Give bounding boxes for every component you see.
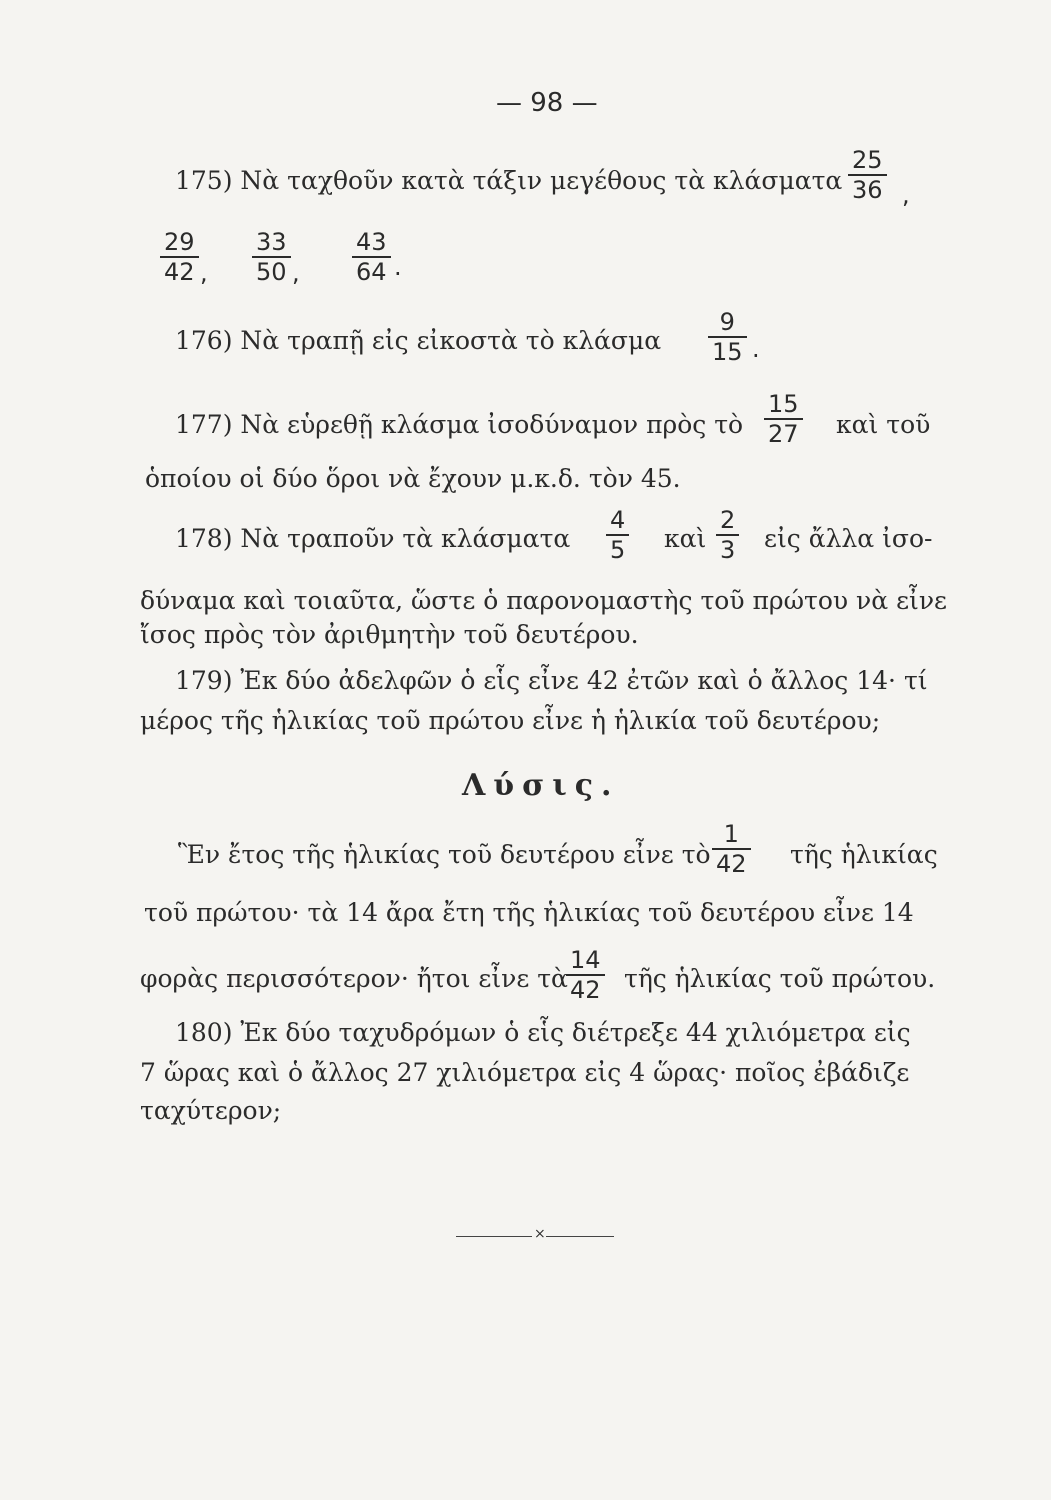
period: . — [752, 335, 760, 363]
solution-line2: τοῦ πρώτου· τὰ 14 ἄρα ἔτη τῆς ἡλικίας τοῦ δευτέρου εἶνε 14 — [144, 898, 914, 927]
problem-179-line2: μέρος τῆς ἡλικίας τοῦ πρώτου εἶνε ἡ ἡλικία τοῦ δευτέρου; — [140, 706, 881, 735]
problem-175-text: 175) Νὰ ταχθοῦν κατὰ τάξιν μεγέθους τὰ κλάσματα — [175, 166, 843, 195]
fraction-14-42: $\frac{14}{42}$ — [566, 946, 605, 1004]
solution-heading: Λύσις. — [462, 768, 620, 803]
solution-line1-cont: τῆς ἡλικίας — [790, 840, 938, 869]
fraction-2-3: $\frac{2}{3}$ — [716, 506, 739, 564]
problem-177-text: 177) Νὰ εὑρεθῇ κλάσμα ἰσοδύναμον πρὸς τὸ — [175, 410, 744, 439]
problem-180-line2: 7 ὥρας καὶ ὁ ἄλλος 27 χιλιόμετρα εἰς 4 ὥρας· ποῖος ἐβάδιζε — [140, 1058, 910, 1087]
fraction-1-42: $\frac{1}{42}$ — [712, 820, 751, 878]
solution-line3-cont: τῆς ἡλικίας τοῦ πρώτου. — [624, 964, 936, 993]
problem-176-text: 176) Νὰ τραπῇ εἰς εἰκοστὰ τὸ κλάσμα — [175, 326, 662, 355]
separator-right — [546, 1236, 614, 1237]
fraction-25-36: $\frac{25}{36}$ — [848, 146, 887, 204]
comma: , — [200, 259, 208, 287]
solution-line3: φορὰς περισσότερον· ἤτοι εἶνε τὰ — [140, 964, 568, 993]
problem-180-line1: 180) Ἐκ δύο ταχυδρόμων ὁ εἷς διέτρεξε 44 χιλιόμετρα εἰς — [175, 1018, 911, 1047]
problem-177-line2: ὁποίου οἱ δύο ὅροι νὰ ἔχουν μ.κ.δ. τὸν 45. — [145, 464, 681, 493]
page-number: — 98 — — [496, 88, 598, 118]
problem-178-and: καὶ — [664, 524, 707, 553]
fraction-43-64: $\frac{43}{64}$ — [352, 228, 391, 286]
fraction-4-5: $\frac{4}{5}$ — [606, 506, 629, 564]
problem-177-text-cont: καὶ τοῦ — [836, 410, 931, 439]
problem-178-text-cont: εἰς ἄλλα ἰσο- — [764, 524, 933, 553]
separator-mark: × — [534, 1226, 546, 1242]
solution-line1: Ἓν ἔτος τῆς ἡλικίας τοῦ δευτέρου εἶνε τὸ — [178, 840, 711, 869]
fraction-15-27: $\frac{15}{27}$ — [764, 390, 803, 448]
comma: , — [292, 259, 300, 287]
problem-179-line1: 179) Ἐκ δύο ἀδελφῶν ὁ εἷς εἶνε 42 ἐτῶν καὶ ὁ ἄλλος 14· τί — [175, 666, 928, 695]
problem-178-line2: δύναμα καὶ τοιαῦτα, ὥστε ὁ παρονομαστὴς τοῦ πρώτου νὰ εἶνε — [140, 586, 947, 615]
comma: , — [902, 181, 910, 209]
period: . — [394, 253, 402, 281]
fraction-9-15: $\frac{9}{15}$ — [708, 308, 747, 366]
fraction-33-50: $\frac{33}{50}$ — [252, 228, 291, 286]
problem-180-line3: ταχύτερον; — [140, 1096, 282, 1125]
problem-178-line3: ἴσος πρὸς τὸν ἀριθμητὴν τοῦ δευτέρου. — [140, 620, 639, 649]
separator-left — [456, 1236, 532, 1237]
problem-178-text: 178) Νὰ τραποῦν τὰ κλάσματα — [175, 524, 571, 553]
fraction-29-42: $\frac{29}{42}$ — [160, 228, 199, 286]
